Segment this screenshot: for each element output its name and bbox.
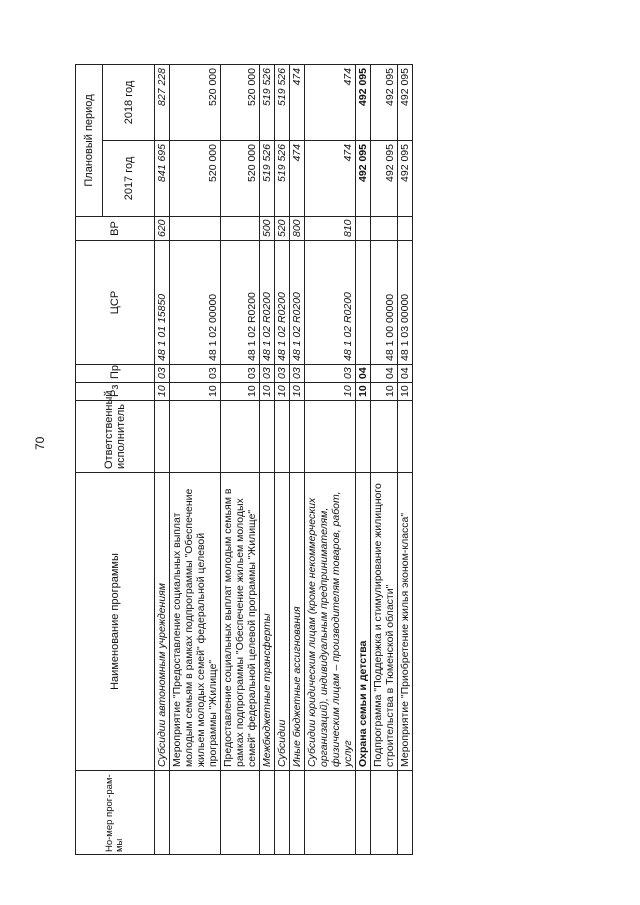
value-2017-cell: 474 <box>305 141 356 217</box>
program-name-cell: Мероприятие "Предоставление социальных выплат молодым семьям в рамках подпрограммы "Обеспечение жильем молодых семей" федеральной целевой программы "Жилище" <box>170 473 221 771</box>
header-year-2017: 2017 год <box>103 141 155 217</box>
budget-table <box>75 64 413 855</box>
rz-cell: 10 <box>275 383 290 401</box>
value-2017-cell: 520 000 <box>221 141 260 217</box>
program-name-cell: Иные бюджетные ассигнования <box>290 473 305 771</box>
program-number-cell <box>155 771 170 855</box>
rz-cell: 10 <box>221 383 260 401</box>
budget-sheet <box>75 65 553 855</box>
rz-cell: 10 <box>305 383 356 401</box>
executor-cell <box>260 401 275 473</box>
value-2017-cell: 519 526 <box>275 141 290 217</box>
program-name-cell: Мероприятие "Приобретение жилья эконом-класса" <box>398 473 413 771</box>
rz-cell: 10 <box>398 383 413 401</box>
csr-cell: 48 1 02 R0200 <box>275 241 290 365</box>
rz-cell: 10 <box>170 383 221 401</box>
table-row <box>371 65 398 855</box>
value-2018-cell: 474 <box>305 65 356 141</box>
pr-cell: 04 <box>371 365 398 383</box>
vr-cell <box>371 217 398 241</box>
program-name-cell: Охрана семьи и детства <box>356 473 371 771</box>
pr-cell: 04 <box>398 365 413 383</box>
table-row <box>356 65 371 855</box>
program-number-cell <box>371 771 398 855</box>
table-header <box>76 65 155 855</box>
program-number-cell <box>290 771 305 855</box>
page-number: 70 <box>33 436 47 450</box>
rz-cell: 10 <box>155 383 170 401</box>
csr-cell: 48 1 02 R0200 <box>221 241 260 365</box>
value-2017-cell: 520 000 <box>170 141 221 217</box>
table-row <box>290 65 305 855</box>
program-number-cell <box>275 771 290 855</box>
table-row <box>305 65 356 855</box>
vr-cell: 500 <box>260 217 275 241</box>
executor-cell <box>305 401 356 473</box>
table-row <box>155 65 170 855</box>
executor-cell <box>170 401 221 473</box>
value-2017-cell: 519 526 <box>260 141 275 217</box>
header-vr: ВР <box>76 217 155 241</box>
csr-cell: 48 1 03 00000 <box>398 241 413 365</box>
value-2017-cell: 474 <box>290 141 305 217</box>
value-2018-cell: 519 526 <box>275 65 290 141</box>
program-name-cell: Субсидии юридическим лицам (кроме некоммерческих организаций), индивидуальным предпринимателям, физическим лицам – производителям товаров, работ, услуг <box>305 473 356 771</box>
header-program-number: Но-мер прог-рам-мы <box>76 771 155 855</box>
value-2017-cell: 492 095 <box>371 141 398 217</box>
header-planned-period: Плановый период <box>76 65 103 217</box>
program-name-cell: Подпрограмма "Поддержка и стимулирование жилищного строительства в Тюменской области" <box>371 473 398 771</box>
program-number-cell <box>398 771 413 855</box>
table-row <box>275 65 290 855</box>
value-2018-cell: 520 000 <box>170 65 221 141</box>
value-2017-cell: 841 695 <box>155 141 170 217</box>
table-row <box>398 65 413 855</box>
program-name-cell: Субсидии <box>275 473 290 771</box>
executor-cell <box>356 401 371 473</box>
executor-cell <box>275 401 290 473</box>
vr-cell <box>170 217 221 241</box>
csr-cell <box>356 241 371 365</box>
csr-cell: 48 1 01 15850 <box>155 241 170 365</box>
executor-cell <box>221 401 260 473</box>
value-2018-cell: 519 526 <box>260 65 275 141</box>
header-year-2018: 2018 год <box>103 65 155 141</box>
csr-cell: 48 1 02 R0200 <box>290 241 305 365</box>
csr-cell: 48 1 02 R0200 <box>305 241 356 365</box>
vr-cell: 620 <box>155 217 170 241</box>
value-2017-cell: 492 095 <box>356 141 371 217</box>
table-body <box>155 65 413 855</box>
executor-cell <box>398 401 413 473</box>
header-program-name: Наименование программы <box>76 473 155 771</box>
header-pr: Пр <box>76 365 155 383</box>
header-csr: ЦСР <box>76 241 155 365</box>
pr-cell: 03 <box>275 365 290 383</box>
vr-cell: 800 <box>290 217 305 241</box>
vr-cell <box>398 217 413 241</box>
executor-cell <box>371 401 398 473</box>
csr-cell: 48 1 00 00000 <box>371 241 398 365</box>
program-name-cell: Субсидии автономным учреждениям <box>155 473 170 771</box>
rz-cell: 10 <box>371 383 398 401</box>
value-2018-cell: 520 000 <box>221 65 260 141</box>
pr-cell: 03 <box>221 365 260 383</box>
value-2018-cell: 492 095 <box>398 65 413 141</box>
program-number-cell <box>356 771 371 855</box>
program-number-cell <box>221 771 260 855</box>
table-row <box>170 65 221 855</box>
vr-cell <box>356 217 371 241</box>
value-2017-cell: 492 095 <box>398 141 413 217</box>
vr-cell: 520 <box>275 217 290 241</box>
executor-cell <box>155 401 170 473</box>
rz-cell: 10 <box>260 383 275 401</box>
rz-cell: 10 <box>290 383 305 401</box>
program-number-cell <box>170 771 221 855</box>
vr-cell <box>221 217 260 241</box>
program-name-cell: Межбюджетные трансферты <box>260 473 275 771</box>
header-rz: Рз <box>76 383 155 401</box>
table-row <box>221 65 260 855</box>
csr-cell: 48 1 02 R0200 <box>260 241 275 365</box>
program-number-cell <box>305 771 356 855</box>
rz-cell: 10 <box>356 383 371 401</box>
pr-cell: 03 <box>170 365 221 383</box>
pr-cell: 03 <box>305 365 356 383</box>
value-2018-cell: 492 095 <box>356 65 371 141</box>
program-number-cell <box>260 771 275 855</box>
pr-cell: 03 <box>260 365 275 383</box>
executor-cell <box>290 401 305 473</box>
pr-cell: 04 <box>356 365 371 383</box>
pr-cell: 03 <box>290 365 305 383</box>
value-2018-cell: 474 <box>290 65 305 141</box>
header-executor: Ответственный исполнитель <box>76 401 155 473</box>
csr-cell: 48 1 02 00000 <box>170 241 221 365</box>
vr-cell: 810 <box>305 217 356 241</box>
program-name-cell: Предоставление социальных выплат молодым семьям в рамках подпрограммы "Обеспечение жильем молодых семей" федеральной целевой программы "Жилище" <box>221 473 260 771</box>
value-2018-cell: 492 095 <box>371 65 398 141</box>
table-row <box>260 65 275 855</box>
value-2018-cell: 827 228 <box>155 65 170 141</box>
pr-cell: 03 <box>155 365 170 383</box>
